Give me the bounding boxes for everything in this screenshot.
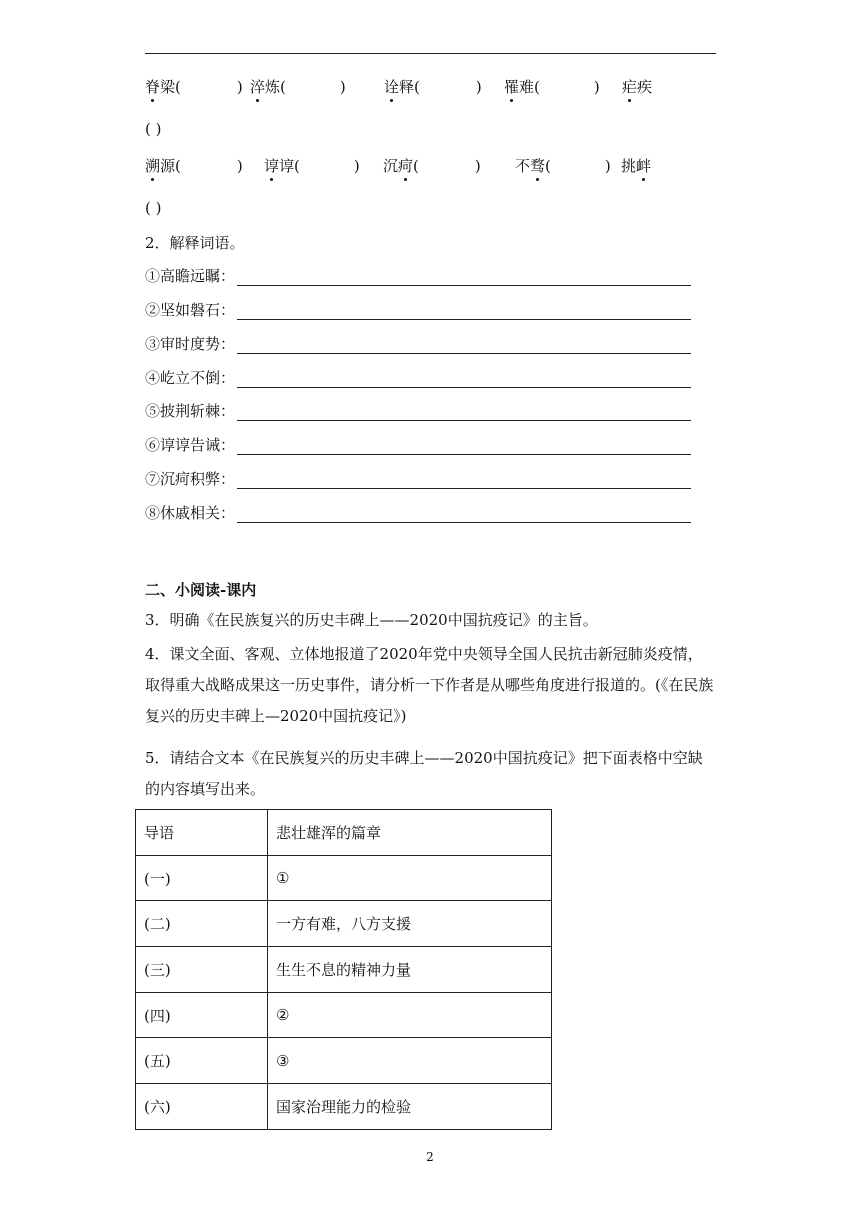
definition-row-3 — [145, 332, 691, 354]
table-row — [136, 1038, 552, 1084]
answer-blank[interactable] — [237, 508, 691, 523]
pinyin-item-10: 挑衅 — [621, 157, 652, 175]
pinyin-item-7: 谆谆( ) — [264, 157, 360, 175]
definition-row-8 — [145, 501, 691, 523]
table-header-cell: 导语 — [136, 810, 268, 856]
definition-label: ⑦沉疴积弊： — [145, 470, 236, 488]
table-cell-content: 国家治理能力的检验 — [268, 1084, 552, 1130]
table-row — [136, 901, 552, 947]
definition-row-7 — [145, 467, 691, 489]
definition-row-5 — [145, 399, 691, 421]
answer-blank[interactable] — [237, 474, 691, 489]
pinyin-item-5: 疟疾 — [622, 78, 653, 96]
definition-label: ②坚如磐石： — [145, 301, 236, 319]
table-row — [136, 947, 552, 993]
pinyin-wrap-1: ( ) — [145, 120, 162, 138]
question-3: 3．明确《在民族复兴的历史丰碑上——2020中国抗疫记》的主旨。 — [145, 611, 598, 629]
definition-label: ④屹立不倒： — [145, 369, 236, 387]
table-cell-part: (二) — [136, 901, 268, 947]
pinyin-item-4: 罹难( ) — [504, 78, 600, 96]
table-cell-content[interactable]: ① — [268, 855, 552, 901]
header-rule — [145, 53, 716, 54]
question-2-title: 2．解释词语。 — [145, 234, 245, 252]
table-cell-content[interactable]: ② — [268, 992, 552, 1038]
answer-blank[interactable] — [237, 305, 691, 320]
table-cell-content: 一方有难，八方支援 — [268, 901, 552, 947]
pinyin-item-8: 沉疴( ) — [383, 157, 481, 175]
pinyin-item-6: 溯源( ) — [145, 157, 243, 175]
table-cell-part: (五) — [136, 1038, 268, 1084]
question-5: 5．请结合文本《在民族复兴的历史丰碑上——2020中国抗疫记》把下面表格中空缺的内容填写出来。 — [145, 749, 703, 798]
pinyin-item-9: 不骛( ) — [515, 157, 611, 175]
answer-blank[interactable] — [237, 271, 691, 286]
table-cell-part: (三) — [136, 947, 268, 993]
table-cell-part: (一) — [136, 855, 268, 901]
table-row — [136, 1084, 552, 1130]
definition-label: ①高瞻远瞩： — [145, 267, 236, 285]
answer-blank[interactable] — [237, 406, 691, 421]
table-cell-part: (四) — [136, 992, 268, 1038]
pinyin-item-3: 诠释( ) — [384, 78, 482, 96]
pinyin-wrap-2: ( ) — [145, 199, 162, 217]
page-number: 2 — [426, 1150, 434, 1164]
definition-row-4 — [145, 366, 691, 388]
pinyin-item-2: 淬炼( ) — [250, 78, 346, 96]
question-4: 4．课文全面、客观、立体地报道了2020年党中央领导全国人民抗击新冠肺炎疫情，取得重大战略成果这一历史事件，请分析一下作者是从哪些角度进行报道的。(《在民族复兴的历史丰碑上—2020中国抗疫记》) — [145, 645, 714, 725]
answer-blank[interactable] — [237, 440, 691, 455]
definition-row-1 — [145, 264, 691, 286]
answer-blank[interactable] — [237, 373, 691, 388]
definition-row-2 — [145, 298, 691, 320]
table-cell-part: (六) — [136, 1084, 268, 1130]
definition-label: ⑧休戚相关： — [145, 504, 236, 522]
answer-blank[interactable] — [237, 339, 691, 354]
table-row — [136, 855, 552, 901]
definition-row-6 — [145, 433, 691, 455]
definition-label: ⑤披荆斩棘： — [145, 402, 236, 420]
definition-label: ⑥谆谆告诫： — [145, 436, 236, 454]
pinyin-item-1: 脊梁( ) — [145, 78, 243, 96]
table-cell-content: 生生不息的精神力量 — [268, 947, 552, 993]
section-2-title: 二、小阅读-课内 — [145, 581, 257, 599]
table-row — [136, 992, 552, 1038]
fill-in-table — [135, 809, 552, 1130]
table-header-row — [136, 810, 552, 856]
table-cell-content[interactable]: ③ — [268, 1038, 552, 1084]
table-header-cell: 悲壮雄浑的篇章 — [268, 810, 552, 856]
definition-label: ③审时度势： — [145, 335, 236, 353]
